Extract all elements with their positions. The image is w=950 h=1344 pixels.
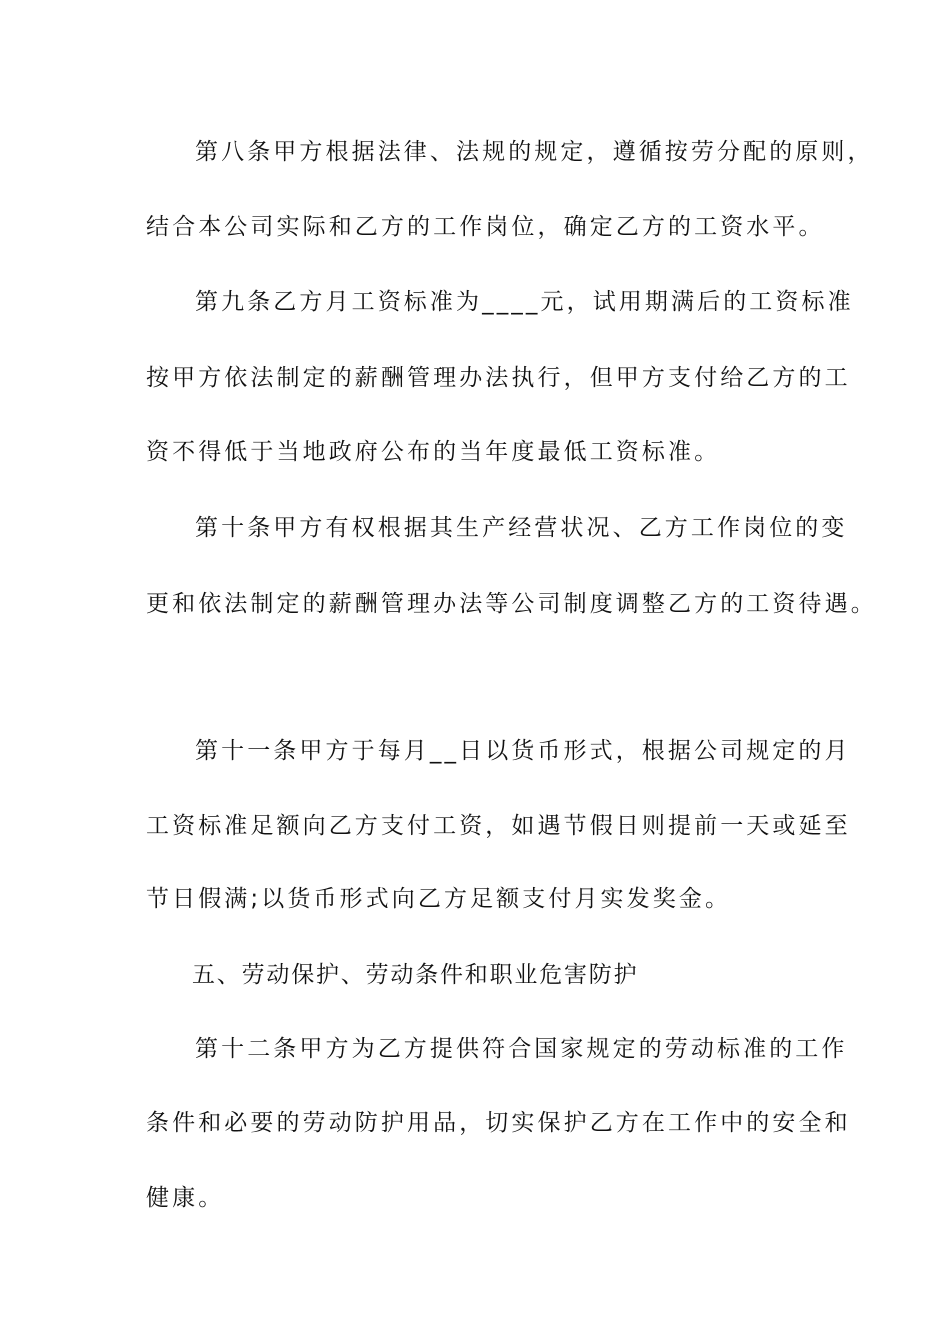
article-9-line-1: 第九条乙方月工资标准为____元，试用期满后的工资标准 [195,289,854,315]
article-10-line-2: 更和依法制定的薪酬管理办法等公司制度调整乙方的工资待遇。 [146,591,877,617]
article-11-line-3: 节日假满;以货币形式向乙方足额支付月实发奖金。 [146,886,732,912]
article-8-line-2: 结合本公司实际和乙方的工作岗位，确定乙方的工资水平。 [146,214,825,240]
article-9-line-3: 资不得低于当地政府公布的当年度最低工资标准。 [146,439,721,465]
article-12-line-2: 条件和必要的劳动防护用品，切实保护乙方在工作中的安全和 [146,1110,851,1136]
article-10-line-1: 第十条甲方有权根据其生产经营状况、乙方工作岗位的变 [195,515,848,541]
section-5-heading: 五、劳动保护、劳动条件和职业危害防护 [192,962,639,988]
article-9-line-2: 按甲方依法制定的薪酬管理办法执行，但甲方支付给乙方的工 [146,365,851,391]
article-11-line-2: 工资标准足额向乙方支付工资，如遇节假日则提前一天或延至 [146,813,851,839]
article-12-line-1: 第十二条甲方为乙方提供符合国家规定的劳动标准的工作 [195,1036,848,1062]
article-8-line-1: 第八条甲方根据法律、法规的规定，遵循按劳分配的原则， [195,139,874,165]
article-12-line-3: 健康。 [146,1185,225,1211]
article-11-line-1: 第十一条甲方于每月__日以货币形式，根据公司规定的月 [195,738,851,764]
